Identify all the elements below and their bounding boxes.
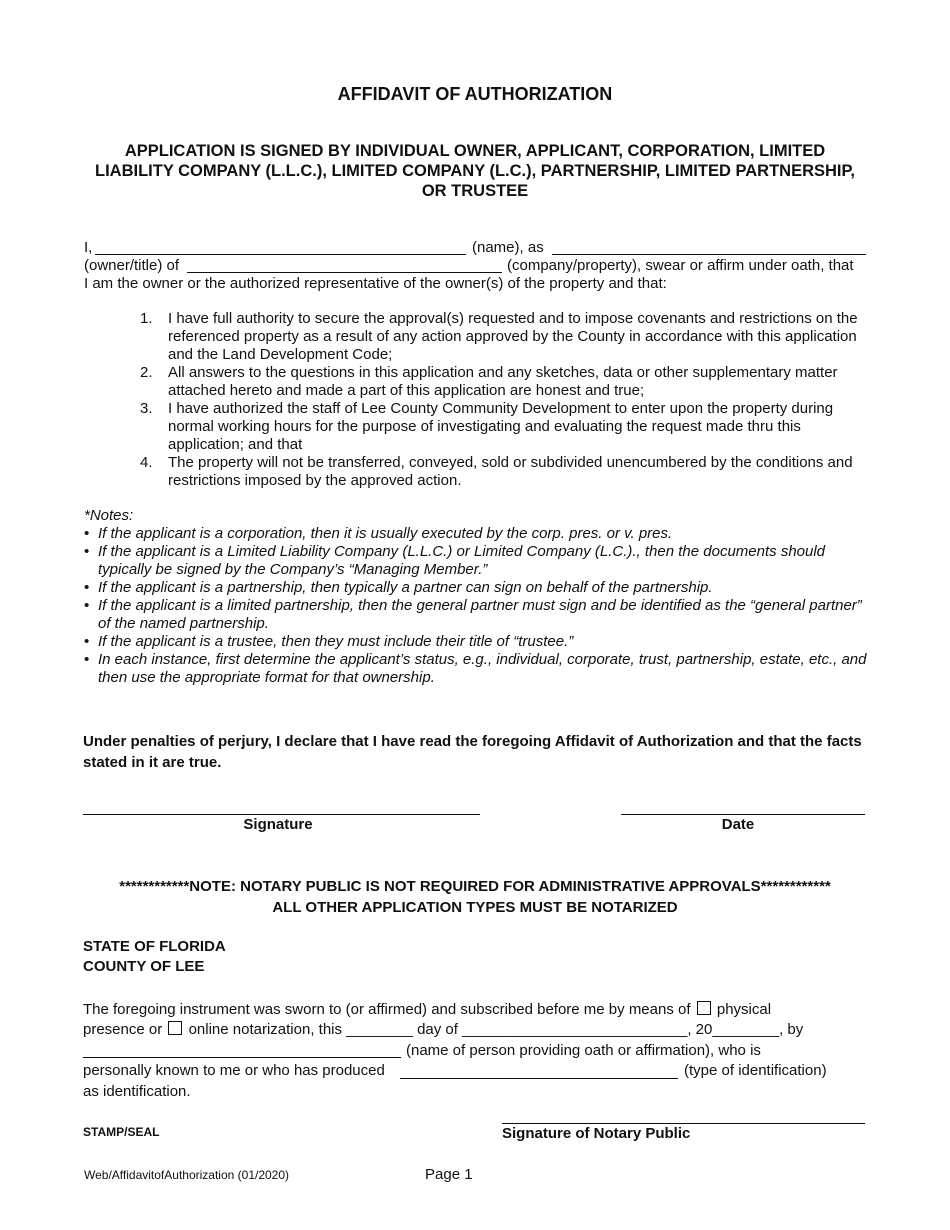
- owner-title-field-line[interactable]: [552, 254, 866, 255]
- authority-list: [140, 310, 870, 490]
- list-item: 2. All answers to the questions in this application and any sketches, data or other supplementary matter attached hereto and made a part of this application are honest and true;: [140, 364, 838, 399]
- date-label: Date: [721, 816, 755, 833]
- notary-line-3: (name of person providing oath or affirmation), who is: [406, 1042, 761, 1059]
- bullet-icon: •: [84, 543, 90, 560]
- intro-owner-title-label: (owner/title) of: [84, 257, 180, 274]
- signature-line[interactable]: [83, 814, 480, 815]
- notary-note-line-1: ************NOTE: NOTARY PUBLIC IS NOT REQUIRED FOR ADMINISTRATIVE APPROVALS************: [119, 878, 831, 895]
- physical-presence-checkbox[interactable]: [697, 1001, 711, 1015]
- note-item: • If the applicant is a limited partnership, then the general partner must sign and be identified as the “general partner” of the named partnership.: [84, 597, 862, 632]
- notary-signature-label: Signature of Notary Public: [502, 1125, 691, 1142]
- list-item: 4. The property will not be transferred, conveyed, sold or subdivided unencumbered by the conditions and restrictions imposed by the approved action.: [140, 454, 853, 489]
- notary-line-4-label: personally known to me or who has produced: [83, 1062, 385, 1079]
- bullet-icon: •: [84, 579, 90, 596]
- perjury-declaration: Under penalties of perjury, I declare that I have read the foregoing Affidavit of Authorization and that the facts stated in it are true.: [83, 733, 862, 771]
- document-subtitle: APPLICATION IS SIGNED BY INDIVIDUAL OWNER, APPLICANT, CORPORATION, LIMITED LIABILITY COMPANY (L.L.C.), LIMITED COMPANY (L.C.), PARTNERSHIP, LIMITED PARTNERSHIP, OR TRUSTEE: [95, 142, 855, 200]
- bullet-icon: •: [84, 633, 90, 650]
- intro-company-label: (company/property), swear or affirm under oath, that: [507, 257, 854, 274]
- jurisdiction: [83, 937, 226, 977]
- state-label: STATE OF FLORIDA: [83, 938, 226, 955]
- note-item: • If the applicant is a trustee, then they must include their title of “trustee.”: [84, 633, 574, 650]
- note-item: • If the applicant is a corporation, then it is usually executed by the corp. pres. or v. pres.: [84, 525, 673, 542]
- identification-type-line[interactable]: [400, 1078, 678, 1079]
- company-field-line[interactable]: [187, 272, 502, 273]
- notary-line-5: as identification.: [83, 1083, 191, 1100]
- footer-page-number: Page 1: [425, 1166, 473, 1183]
- note-item: • In each instance, first determine the applicant’s status, e.g., individual, corporate, trust, partnership, estate, etc., and then use the appropriate format for that ownership.: [84, 651, 867, 686]
- note-item: • If the applicant is a partnership, then typically a partner can sign on behalf of the partnership.: [84, 579, 713, 596]
- bullet-icon: •: [84, 525, 90, 542]
- notary-signature-line[interactable]: [502, 1123, 865, 1124]
- date-line[interactable]: [621, 814, 865, 815]
- document-title: AFFIDAVIT OF AUTHORIZATION: [337, 84, 613, 104]
- list-item: 3. I have authorized the staff of Lee County Community Development to enter upon the property during normal working hours for the purpose of investigating and evaluating the request made thru this application; and that: [140, 400, 834, 453]
- county-label: COUNTY OF LEE: [83, 958, 205, 975]
- bullet-icon: •: [84, 597, 90, 614]
- note-item: • If the applicant is a Limited Liability Company (L.L.C.) or Limited Company (L.C.)., then the documents should typically be signed by the Company’s “Managing Member.”: [84, 543, 826, 578]
- intro-i-label: I,: [84, 239, 93, 256]
- signature-label: Signature: [243, 816, 313, 833]
- intro-line-3: I am the owner or the authorized representative of the owner(s) of the property and that:: [84, 275, 667, 292]
- online-notarization-checkbox[interactable]: [168, 1021, 182, 1035]
- bullet-icon: •: [84, 651, 90, 668]
- list-item: 1. I have full authority to secure the approval(s) requested and to impose covenants and restrictions on the referenced property as a result of any action approved by the County in accordance with this application and the Land Development Code;: [140, 310, 858, 363]
- notary-line-1: The foregoing instrument was sworn to (or affirmed) and subscribed before me by means of physical: [83, 1001, 772, 1018]
- oath-person-name-line[interactable]: [83, 1057, 401, 1058]
- notes-heading: *Notes:: [84, 507, 134, 524]
- notary-line-2: presence or online notarization, this ________ day of ___________________________, 20________, by: [83, 1021, 804, 1038]
- notary-note: [0, 876, 950, 918]
- footer-form-id: Web/AffidavitofAuthorization (01/2020): [84, 1168, 290, 1182]
- name-field-line[interactable]: [95, 254, 466, 255]
- intro-name-label: (name), as: [472, 239, 544, 256]
- notary-line-4-suffix: (type of identification): [684, 1062, 827, 1079]
- notary-note-line-2: ALL OTHER APPLICATION TYPES MUST BE NOTARIZED: [272, 899, 678, 916]
- notes-section: [84, 507, 874, 687]
- stamp-seal-label: STAMP/SEAL: [83, 1125, 160, 1139]
